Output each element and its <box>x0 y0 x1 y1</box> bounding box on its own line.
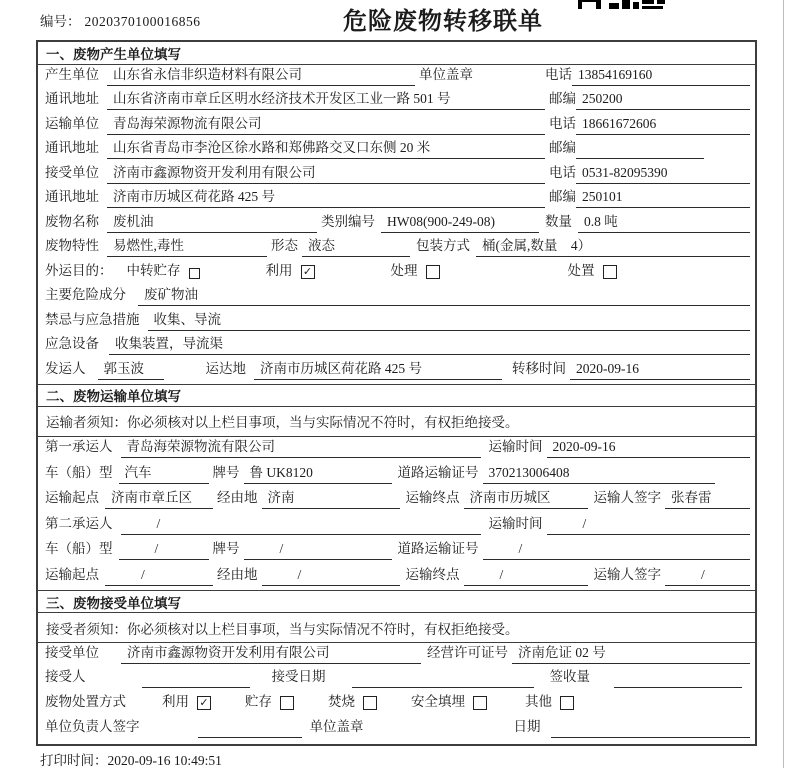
field-value: 汽车 <box>119 461 209 484</box>
checkbox-icon <box>603 265 617 279</box>
field-label: 废物处置方式 <box>45 694 126 710</box>
field-value: 山东省永信非织造材料有限公司 <box>107 63 415 86</box>
field-label: 签收量 <box>549 669 590 685</box>
field-label: 接受日期 <box>271 669 326 685</box>
field-value: 250101 <box>576 189 750 208</box>
transporter-note-row <box>38 407 755 437</box>
checkbox-option <box>525 690 574 713</box>
field-label: 运达地 <box>205 360 246 376</box>
field-value: 2020-09-16 <box>547 439 751 458</box>
field-label: 车（船）型 <box>45 541 113 557</box>
field-label: 车（船）型 <box>45 464 113 480</box>
form-row-producer-unit <box>38 65 755 90</box>
field-value: / <box>105 567 213 586</box>
field-value: 济南市章丘区 <box>105 486 213 509</box>
field-value: 济南市鑫源物资开发利用有限公司 <box>107 161 545 184</box>
field-label: 外运目的： <box>45 262 113 278</box>
field-label: 类别编号 <box>321 213 375 229</box>
checkbox-label: 贮存 <box>245 694 272 710</box>
form-row-receive-unit <box>38 643 755 668</box>
field-label: 通讯地址 <box>45 91 99 106</box>
field-label: 运输终点 <box>405 567 460 583</box>
field-label: 禁忌与应急措施 <box>45 311 140 327</box>
field-label: 包装方式 <box>416 238 470 253</box>
field-label: 邮编 <box>549 140 576 155</box>
field-value: 2020-09-16 <box>570 361 750 380</box>
checkbox-icon <box>426 265 440 279</box>
field-value: / <box>244 541 392 560</box>
form-row-emergency-equipment <box>38 335 755 360</box>
field-value: / <box>464 567 588 586</box>
form-row-receiver-address <box>38 188 755 213</box>
checkbox-label: 利用 <box>265 262 293 278</box>
field-value: / <box>483 541 751 560</box>
field-value: 收集装置，导流渠 <box>109 332 750 355</box>
field-value: HW08(900-249-08) <box>381 214 539 233</box>
checkbox-label: 中转贮存 <box>126 262 181 278</box>
section-2-header <box>38 384 755 407</box>
form-row-responsible-signature <box>38 717 755 742</box>
qr-code-fragment <box>578 0 670 10</box>
field-value <box>198 735 302 738</box>
field-value: 山东省济南市章丘区明水经济技术开发区工业一路 501 号 <box>107 87 545 110</box>
field-label: 接受单位 <box>45 164 99 180</box>
field-value: 郭玉波 <box>98 357 164 380</box>
checkbox-option <box>245 690 294 713</box>
field-label: 日期 <box>513 718 541 734</box>
checkbox-icon <box>473 696 487 710</box>
field-label: 第二承运人 <box>45 515 113 531</box>
field-label: 牌号 <box>212 541 240 557</box>
field-label: 牌号 <box>212 464 240 480</box>
field-label: 电话 <box>549 164 576 180</box>
field-label: 运输时间 <box>488 515 543 531</box>
field-label: 邮编 <box>549 91 576 106</box>
checkbox-checked-icon: ✓ <box>301 265 315 279</box>
field-label: 通讯地址 <box>45 189 99 204</box>
form-row-waste-property <box>38 237 755 262</box>
form-row-producer-address <box>38 90 755 115</box>
field-value: 张春雷 <box>665 486 750 509</box>
field-value <box>576 156 704 159</box>
field-label: 单位盖章 <box>419 66 473 82</box>
field-value: 鲁 UK8120 <box>244 461 392 484</box>
field-value: 0531-82095390 <box>576 165 750 184</box>
field-value: 18661672606 <box>576 116 750 135</box>
field-value: / <box>262 567 400 586</box>
checkbox-icon <box>363 696 377 710</box>
field-label: 运输时间 <box>488 439 543 455</box>
field-value: / <box>665 567 750 586</box>
receiver-note-row <box>38 613 755 643</box>
form-row-consignor <box>38 359 755 384</box>
receiver-note: 接受者须知：你必须核对以上栏目事项，当与实际情况不符时，有权拒绝接受。 <box>46 621 519 637</box>
checkbox-option <box>391 259 440 282</box>
field-value: 收集、导流 <box>148 308 751 331</box>
field-value: 济南市历城区 <box>464 486 588 509</box>
checkbox-label: 利用 <box>162 694 189 710</box>
page-title: 危险废物转移联单 <box>343 9 543 35</box>
field-value: 13854169160 <box>572 67 750 86</box>
checkbox-label: 处理 <box>390 262 418 278</box>
field-label: 接受单位 <box>45 644 99 660</box>
field-label: 运输人签字 <box>593 490 661 506</box>
field-value: 济南 <box>262 486 400 509</box>
field-label: 经营许可证号 <box>427 644 508 660</box>
field-label: 运输起点 <box>45 490 99 506</box>
form-row-second-carrier <box>38 513 755 539</box>
checkbox-icon <box>560 696 574 710</box>
field-value: 济南危证 02 号 <box>512 641 750 664</box>
field-label: 产生单位 <box>45 66 99 82</box>
field-label: 经由地 <box>217 490 258 506</box>
field-label: 道路运输证号 <box>397 464 479 480</box>
transporter-note: 运输者须知：你必须核对以上栏目事项，当与实际情况不符时，有权拒绝接受。 <box>46 415 519 430</box>
field-label: 运输起点 <box>45 567 99 583</box>
field-value: 青岛海荣源物流有限公司 <box>121 435 481 458</box>
form-row-transfer-purpose <box>38 261 755 286</box>
form-row-first-carrier <box>38 437 755 463</box>
checkbox-option <box>127 259 200 282</box>
field-label: 道路运输证号 <box>397 541 479 557</box>
field-value: 青岛海荣源物流有限公司 <box>107 112 545 135</box>
field-value: 废机油 <box>107 210 317 233</box>
field-value: 桶(金属,数量 4） <box>476 234 750 257</box>
field-value: 济南市鑫源物资开发利用有限公司 <box>121 641 421 664</box>
checkbox-label: 处置 <box>567 262 595 278</box>
field-value <box>614 685 742 688</box>
field-label: 废物名称 <box>45 213 99 229</box>
print-time-label: 打印时间： <box>40 753 108 768</box>
field-label: 主要危险成分 <box>45 287 126 302</box>
field-label: 数量 <box>545 213 572 229</box>
field-value: 0.8 吨 <box>578 210 750 233</box>
field-label: 电话 <box>549 115 576 131</box>
field-value: 250200 <box>576 91 750 110</box>
section-3-title: 三、废物接受单位填写 <box>46 595 181 611</box>
field-value: 废矿物油 <box>138 283 750 306</box>
serial-label: 编号： <box>40 14 81 29</box>
field-value: 济南市历城区荷花路 425 号 <box>107 185 545 208</box>
form-row-route-1 <box>38 488 755 514</box>
form-row-waste-name <box>38 212 755 237</box>
section-3-header <box>38 590 755 613</box>
field-value <box>352 685 534 688</box>
form-row-route-2 <box>38 564 755 590</box>
form-row-vehicle-1 <box>38 462 755 488</box>
field-label: 运输终点 <box>405 490 460 506</box>
field-value: / <box>119 541 209 560</box>
hazardous-waste-transfer-form <box>36 40 757 746</box>
checkbox-icon <box>189 268 200 279</box>
field-label: 第一承运人 <box>45 439 113 455</box>
form-row-transport-address <box>38 139 755 164</box>
checkbox-option <box>328 690 377 713</box>
section-2-title: 二、废物运输单位填写 <box>46 389 181 404</box>
field-label: 接受人 <box>45 669 86 685</box>
print-time-value: 2020-09-16 10:49:51 <box>107 753 222 768</box>
section-3-rows <box>38 643 755 742</box>
field-value: 液态 <box>302 234 410 257</box>
field-label: 废物特性 <box>45 238 99 253</box>
field-value: 易燃性,毒性 <box>107 234 267 257</box>
field-label: 运输人签字 <box>593 567 661 583</box>
field-label: 通讯地址 <box>45 140 99 155</box>
form-row-main-hazard <box>38 286 755 311</box>
field-label: 转移时间 <box>512 360 566 376</box>
field-value <box>551 735 751 738</box>
form-row-vehicle-2 <box>38 539 755 565</box>
checkbox-option <box>568 259 617 282</box>
print-time-line <box>40 749 222 769</box>
page-edge-line <box>783 0 784 768</box>
form-row-receive-person <box>38 668 755 693</box>
field-value <box>142 685 250 688</box>
field-label: 邮编 <box>549 189 576 204</box>
field-label: 电话 <box>545 66 572 82</box>
field-value: 山东省青岛市李沧区徐水路和郑佛路交叉口东侧 20 米 <box>107 136 545 159</box>
section-1-title: 一、废物产生单位填写 <box>46 47 181 62</box>
field-value: / <box>547 516 751 535</box>
checkbox-checked-icon: ✓ <box>197 696 211 710</box>
field-label: 运输单位 <box>45 115 99 131</box>
checkbox-label: 焚烧 <box>328 694 355 710</box>
checkbox-label: 其他 <box>525 694 552 710</box>
checkbox-option <box>162 690 211 713</box>
field-value: 济南市历城区荷花路 425 号 <box>254 357 502 380</box>
field-label: 应急设备 <box>45 336 99 351</box>
serial-number: 2020370100016856 <box>84 14 201 29</box>
form-row-disposal-method <box>38 692 755 717</box>
field-label: 单位盖章 <box>309 718 364 734</box>
field-label: 单位负责人签字 <box>45 718 140 734</box>
section-2-rows <box>38 437 755 591</box>
field-value: / <box>121 516 481 535</box>
field-label: 发运人 <box>45 360 86 376</box>
checkbox-label: 安全填埋 <box>411 694 465 710</box>
section-1-rows <box>38 65 755 384</box>
field-label: 经由地 <box>217 567 258 583</box>
checkbox-option <box>411 690 487 713</box>
form-row-receiver-unit <box>38 163 755 188</box>
field-value: 370213006408 <box>483 465 715 484</box>
form-row-transport-unit <box>38 114 755 139</box>
field-label: 形态 <box>271 238 298 253</box>
checkbox-icon <box>280 696 294 710</box>
form-row-emergency-measures <box>38 310 755 335</box>
checkbox-option <box>266 259 315 282</box>
